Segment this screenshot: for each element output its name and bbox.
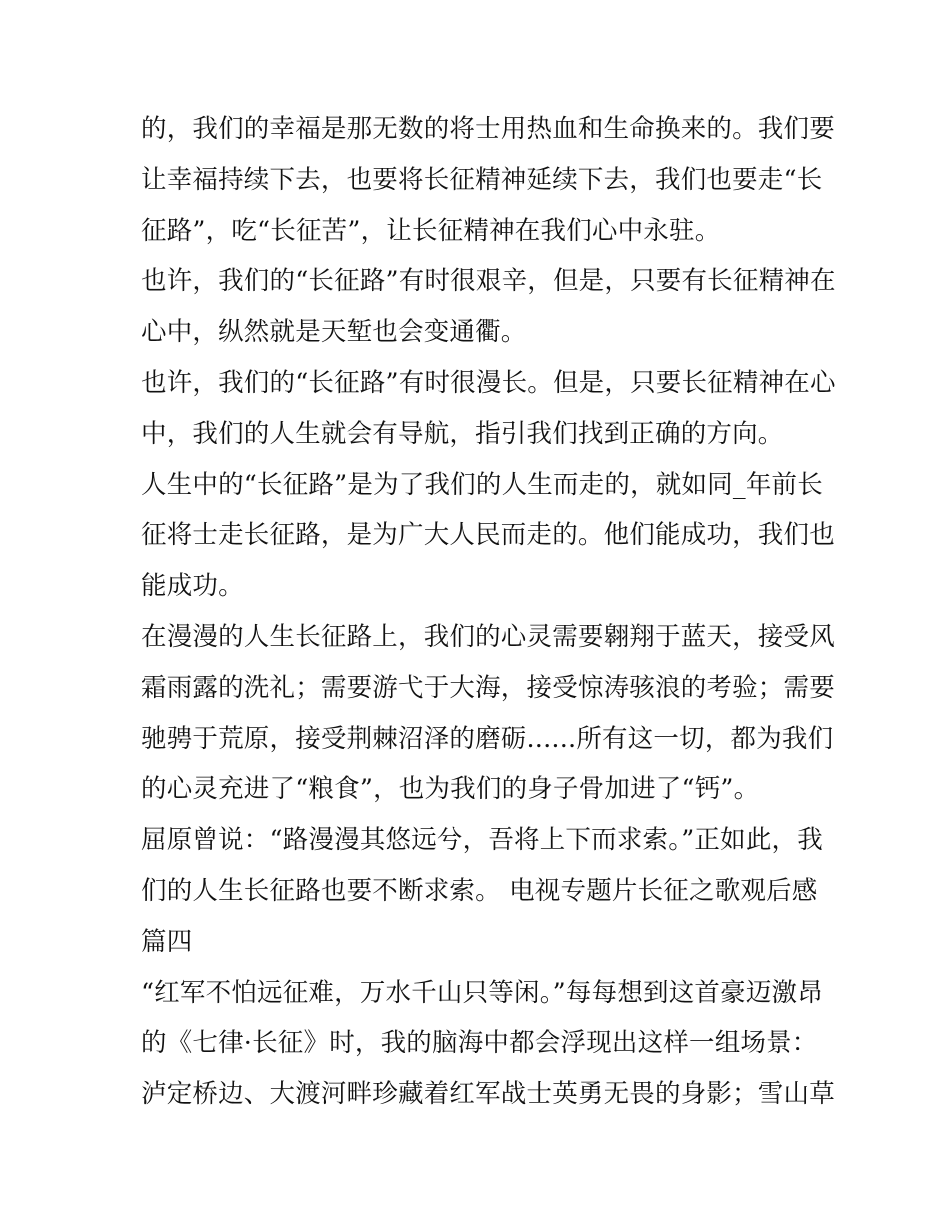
text-line: 的心灵充进了“粮食”，也为我们的身子骨加进了“钙”。: [141, 774, 760, 805]
text-line: 征将士走长征路，是为广大人民而走的。他们能成功，我们也: [141, 520, 835, 551]
text-line: 让幸福持续下去，也要将长征精神延续下去，我们也要走“长: [141, 164, 823, 195]
text-line: 征路”，吃“长征苦”，让长征精神在我们心中永驻。: [141, 215, 721, 246]
text-line: 心中，纵然就是天堑也会变通衢。: [141, 317, 527, 348]
text-line: 的《七律·长征》时，我的脑海中都会浮现出这样一组场景：: [141, 1028, 818, 1059]
text-line: 也许，我们的“长征路”有时很艰辛，但是，只要有长征精神在: [141, 266, 836, 297]
text-line: 屈原曾说：“路漫漫其悠远兮，吾将上下而求索。”正如此，我: [141, 825, 823, 856]
text-line: 的，我们的幸福是那无数的将士用热血和生命换来的。我们要: [141, 114, 835, 144]
text-line: 中，我们的人生就会有导航，指引我们找到正确的方向。: [141, 418, 784, 449]
text-line: 们的人生长征路也要不断求索。 电视专题片长征之歌观后感: [141, 875, 818, 906]
text-line: 霜雨露的洗礼；需要游弋于大海，接受惊涛骇浪的考验；需要: [141, 672, 835, 703]
text-line: “红军不怕远征难，万水千山只等闲。”每每想到这首豪迈激昂: [141, 977, 823, 1008]
text-line: 也许，我们的“长征路”有时很漫长。但是，只要长征精神在心: [141, 367, 836, 398]
text-line: 能成功。: [141, 571, 244, 602]
section-heading-line: 篇四: [141, 926, 193, 957]
text-line: 人生中的“长征路”是为了我们的人生而走的，就如同_年前长: [141, 469, 823, 500]
text-line: 在漫漫的人生长征路上，我们的心灵需要翱翔于蓝天，接受风: [141, 621, 835, 652]
text-line: 驰骋于荒原，接受荆棘沼泽的磨砺......所有这一切，都为我们: [141, 723, 834, 754]
document-body-text: [141, 104, 836, 1120]
text-line: 泸定桥边、大渡河畔珍藏着红军战士英勇无畏的身影；雪山草: [141, 1079, 835, 1110]
